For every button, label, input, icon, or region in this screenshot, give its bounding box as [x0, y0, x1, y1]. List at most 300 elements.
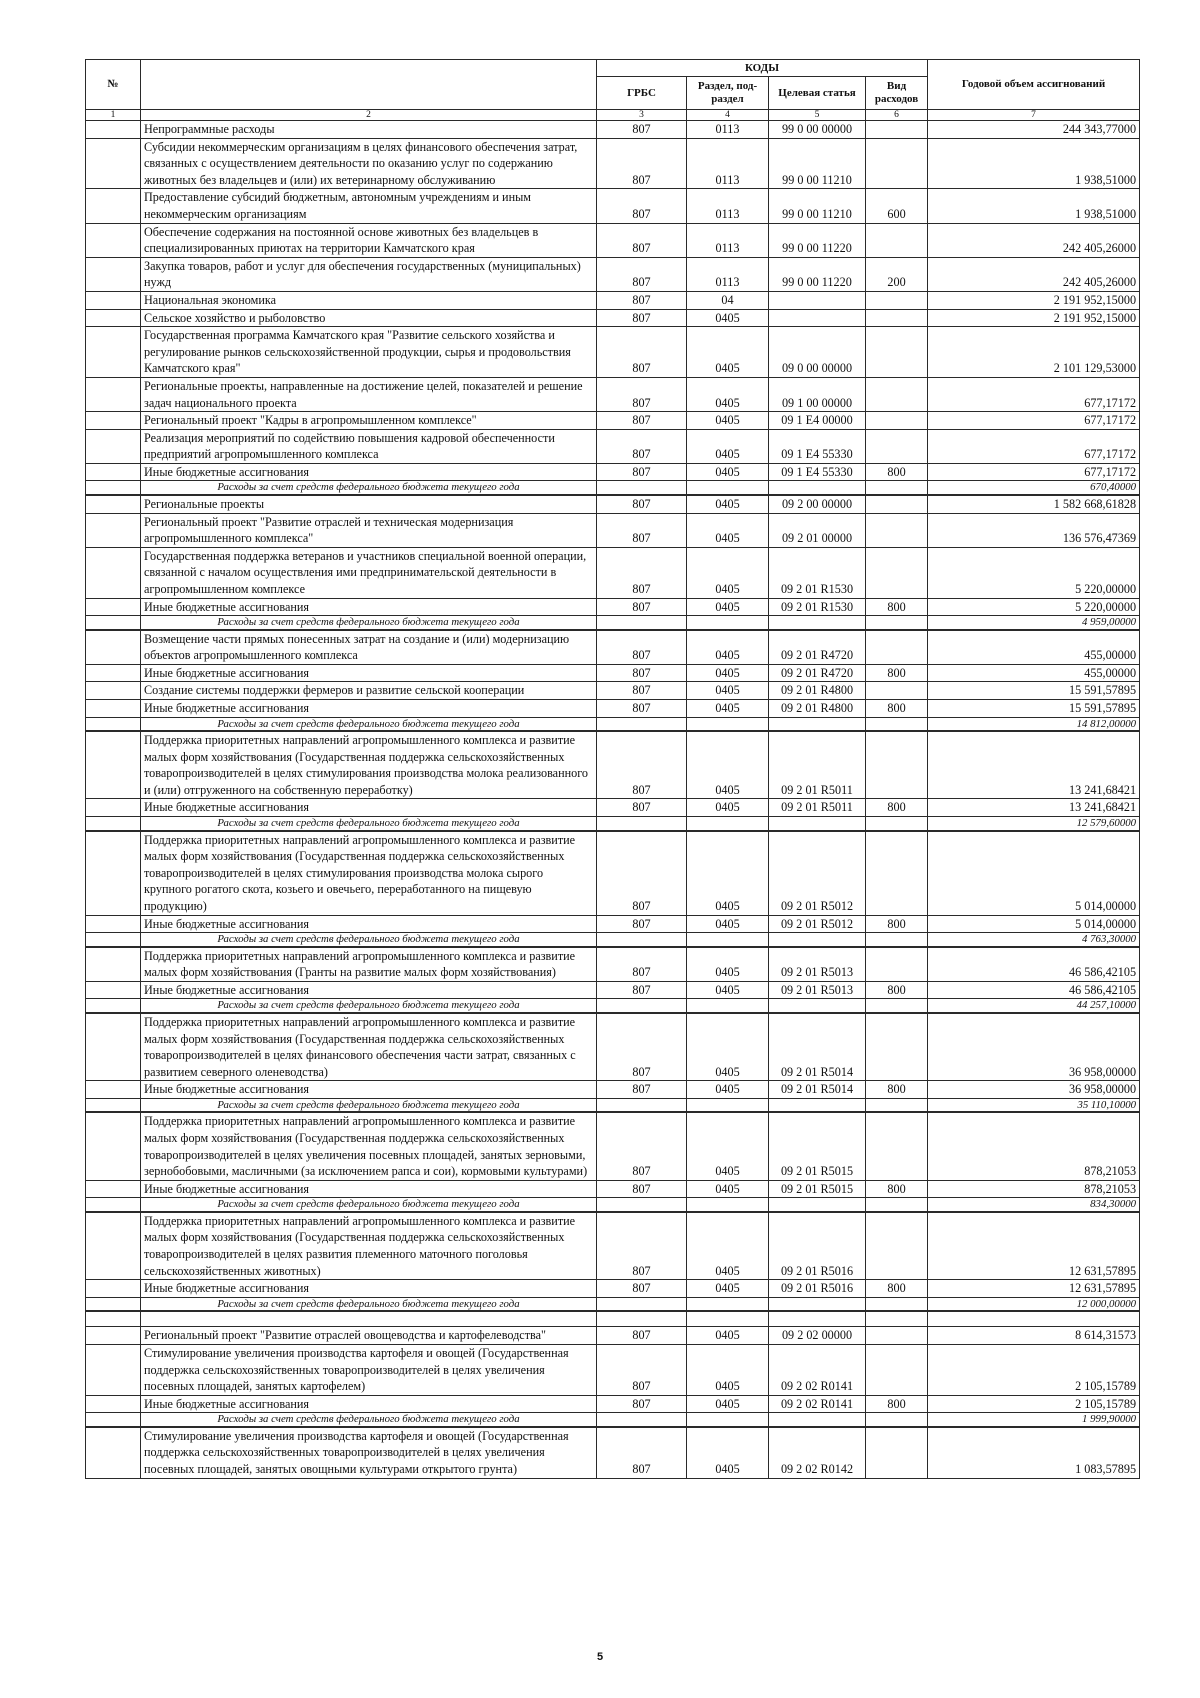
cell-section: 0405 — [687, 1427, 769, 1478]
cell-target — [769, 616, 866, 630]
table-row — [86, 291, 1140, 309]
cell-kind — [866, 731, 928, 799]
cell-section: 0405 — [687, 731, 769, 799]
cell-grbs: 807 — [597, 463, 687, 481]
cell-amount: 670,40000 — [928, 481, 1140, 495]
cell-amount: 834,30000 — [928, 1198, 1140, 1212]
cell-amount: 2 101 129,53000 — [928, 327, 1140, 378]
federal-funds-row — [86, 1413, 1140, 1427]
federal-funds-row — [86, 481, 1140, 495]
cell-grbs: 807 — [597, 138, 687, 189]
cell-number — [86, 189, 141, 223]
cell-name: Расходы за счет средств федерального бюджета текущего года — [141, 933, 597, 947]
header-grbs: ГРБС — [597, 77, 687, 110]
cell-grbs: 807 — [597, 257, 687, 291]
cell-kind — [866, 223, 928, 257]
cell-section: 0405 — [687, 429, 769, 463]
cell-amount: 677,17172 — [928, 377, 1140, 411]
cell-kind — [866, 291, 928, 309]
cell-section — [687, 1413, 769, 1427]
cell-grbs: 807 — [597, 223, 687, 257]
spacer-row — [86, 1311, 1140, 1327]
table-row — [86, 1212, 1140, 1280]
table-row — [86, 981, 1140, 999]
cell-amount: 455,00000 — [928, 630, 1140, 665]
cell-grbs — [597, 1098, 687, 1112]
cell-name: Предоставление субсидий бюджетным, автономным учреждениям и иным некоммерческим организациям — [141, 189, 597, 223]
table-row — [86, 547, 1140, 598]
cell-target: 09 2 01 R5014 — [769, 1013, 866, 1081]
table-row — [86, 630, 1140, 665]
cell-grbs — [597, 717, 687, 731]
cell-amount: 1 938,51000 — [928, 138, 1140, 189]
cell-amount: 2 191 952,15000 — [928, 291, 1140, 309]
cell-name: Расходы за счет средств федерального бюджета текущего года — [141, 999, 597, 1013]
cell-amount: 5 014,00000 — [928, 831, 1140, 915]
cell-section — [687, 616, 769, 630]
cell-number — [86, 630, 141, 665]
cell-kind — [866, 1413, 928, 1427]
cell-kind — [866, 1344, 928, 1395]
cell-kind: 200 — [866, 257, 928, 291]
cell-section: 0405 — [687, 1212, 769, 1280]
cell-amount: 677,17172 — [928, 412, 1140, 430]
cell-target — [769, 999, 866, 1013]
cell-name: Поддержка приоритетных направлений агропромышленного комплекса и развитие малых форм хозяйствования (Государственная поддержка сельскохозяйственных товаропроизводителей в целях финансового обеспечения части затрат, связанных с развитием северного оленеводства) — [141, 1013, 597, 1081]
cell-kind: 800 — [866, 1180, 928, 1198]
cell-number — [86, 1344, 141, 1395]
cell-kind — [866, 717, 928, 731]
cell-amount: 4 959,00000 — [928, 616, 1140, 630]
table-row — [86, 1180, 1140, 1198]
federal-funds-row — [86, 999, 1140, 1013]
cell-number — [86, 799, 141, 817]
cell-kind — [866, 547, 928, 598]
cell-target: 09 2 01 R4800 — [769, 682, 866, 700]
cell-kind: 800 — [866, 981, 928, 999]
cell-amount: 1 582 668,61828 — [928, 495, 1140, 513]
table-body — [86, 121, 1140, 1479]
cell-target — [769, 291, 866, 309]
cell-target: 99 0 00 11220 — [769, 223, 866, 257]
cell-grbs — [597, 817, 687, 831]
cell-number — [86, 915, 141, 933]
cell-target — [769, 1311, 866, 1327]
cell-amount: 2 191 952,15000 — [928, 309, 1140, 327]
header-name — [141, 60, 597, 110]
cell-kind: 800 — [866, 598, 928, 616]
cell-kind — [866, 831, 928, 915]
cell-name — [141, 1311, 597, 1327]
cell-kind — [866, 1098, 928, 1112]
cell-grbs: 807 — [597, 682, 687, 700]
cell-name: Реализация мероприятий по содействию повышения кадровой обеспеченности предприятий агропромышленного комплекса — [141, 429, 597, 463]
cell-name: Поддержка приоритетных направлений агропромышленного комплекса и развитие малых форм хозяйствования (Государственная поддержка сельскохозяйственных товаропроизводителей в целях стимулирования производства молока сырого крупного рогатого скота, козьего и овечьего, переработанного на пищевую продукцию) — [141, 831, 597, 915]
cell-name: Расходы за счет средств федерального бюджета текущего года — [141, 817, 597, 831]
cell-number — [86, 481, 141, 495]
cell-grbs: 807 — [597, 1395, 687, 1413]
cell-name: Иные бюджетные ассигнования — [141, 1081, 597, 1099]
budget-table — [85, 59, 1140, 1479]
cell-target: 09 2 01 R1530 — [769, 598, 866, 616]
cell-target — [769, 481, 866, 495]
cell-kind — [866, 1427, 928, 1478]
cell-amount: 1 083,57895 — [928, 1427, 1140, 1478]
cell-grbs: 807 — [597, 547, 687, 598]
cell-kind — [866, 1198, 928, 1212]
cell-target: 09 2 01 R5015 — [769, 1112, 866, 1180]
cell-number — [86, 731, 141, 799]
cell-number — [86, 463, 141, 481]
cell-number — [86, 513, 141, 547]
cell-kind — [866, 999, 928, 1013]
table-row — [86, 1395, 1140, 1413]
table-row — [86, 915, 1140, 933]
cell-amount: 15 591,57895 — [928, 682, 1140, 700]
cell-section — [687, 1297, 769, 1311]
cell-kind — [866, 138, 928, 189]
cell-name: Иные бюджетные ассигнования — [141, 799, 597, 817]
cell-target — [769, 1297, 866, 1311]
cell-grbs — [597, 1198, 687, 1212]
cell-section: 0405 — [687, 327, 769, 378]
cell-amount: 8 614,31573 — [928, 1327, 1140, 1345]
cell-name: Поддержка приоритетных направлений агропромышленного комплекса и развитие малых форм хозяйствования (Гранты на развитие малых форм хозяйствования) — [141, 947, 597, 982]
cell-kind — [866, 933, 928, 947]
cell-name: Создание системы поддержки фермеров и развитие сельской кооперации — [141, 682, 597, 700]
cell-grbs — [597, 1297, 687, 1311]
cell-section: 0405 — [687, 377, 769, 411]
cell-section: 0405 — [687, 630, 769, 665]
header-target: Целевая статья — [769, 77, 866, 110]
cell-target: 09 2 01 R5014 — [769, 1081, 866, 1099]
cell-name: Иные бюджетные ассигнования — [141, 1395, 597, 1413]
table-row — [86, 1327, 1140, 1345]
cell-grbs: 807 — [597, 1112, 687, 1180]
cell-number — [86, 682, 141, 700]
table-row — [86, 682, 1140, 700]
cell-grbs: 807 — [597, 309, 687, 327]
table-row — [86, 121, 1140, 139]
cell-name: Расходы за счет средств федерального бюджета текущего года — [141, 1297, 597, 1311]
cell-amount: 46 586,42105 — [928, 981, 1140, 999]
cell-kind: 800 — [866, 1081, 928, 1099]
cell-name: Иные бюджетные ассигнования — [141, 981, 597, 999]
cell-kind: 600 — [866, 189, 928, 223]
header-no: № — [86, 60, 141, 110]
cell-grbs — [597, 933, 687, 947]
col-number-5: 5 — [769, 110, 866, 121]
cell-section: 0405 — [687, 831, 769, 915]
cell-name: Национальная экономика — [141, 291, 597, 309]
cell-grbs: 807 — [597, 799, 687, 817]
cell-name: Государственная программа Камчатского края "Развитие сельского хозяйства и регулирование рынков сельскохозяйственной продукции, сырья и продовольствия Камчатского края" — [141, 327, 597, 378]
cell-number — [86, 1327, 141, 1345]
cell-amount: 1 938,51000 — [928, 189, 1140, 223]
cell-amount: 878,21053 — [928, 1180, 1140, 1198]
col-number-7: 7 — [928, 110, 1140, 121]
cell-amount: 5 014,00000 — [928, 915, 1140, 933]
cell-grbs: 807 — [597, 1081, 687, 1099]
cell-name: Стимулирование увеличения производства картофеля и овощей (Государственная поддержка сельскохозяйственных товаропроизводителей в целях увеличения посевных площадей, занятых картофелем) — [141, 1344, 597, 1395]
cell-target: 99 0 00 11210 — [769, 189, 866, 223]
cell-amount: 242 405,26000 — [928, 223, 1140, 257]
header-kind: Вид расходов — [866, 77, 928, 110]
table-header — [86, 60, 1140, 121]
cell-section: 0405 — [687, 1081, 769, 1099]
cell-amount: 455,00000 — [928, 664, 1140, 682]
cell-grbs: 807 — [597, 121, 687, 139]
cell-section — [687, 1198, 769, 1212]
header-codes: КОДЫ — [597, 60, 928, 77]
cell-target: 09 2 01 R5011 — [769, 731, 866, 799]
cell-amount — [928, 1311, 1140, 1327]
cell-target: 09 2 01 R5011 — [769, 799, 866, 817]
cell-target: 09 1 Е4 55330 — [769, 429, 866, 463]
table-row — [86, 495, 1140, 513]
cell-target: 09 2 01 R4720 — [769, 664, 866, 682]
cell-section: 0405 — [687, 412, 769, 430]
cell-amount: 46 586,42105 — [928, 947, 1140, 982]
cell-grbs: 807 — [597, 1327, 687, 1345]
cell-kind: 800 — [866, 463, 928, 481]
cell-section: 0405 — [687, 947, 769, 982]
cell-target: 99 0 00 11210 — [769, 138, 866, 189]
cell-amount: 2 105,15789 — [928, 1395, 1140, 1413]
table-row — [86, 223, 1140, 257]
table-row — [86, 377, 1140, 411]
cell-kind — [866, 412, 928, 430]
cell-kind — [866, 121, 928, 139]
cell-kind — [866, 682, 928, 700]
col-number-1: 1 — [86, 110, 141, 121]
cell-name: Поддержка приоритетных направлений агропромышленного комплекса и развитие малых форм хозяйствования (Государственная поддержка сельскохозяйственных товаропроизводителей в целях развития племенного маточного поголовья сельскохозяйственных животных) — [141, 1212, 597, 1280]
cell-name: Расходы за счет средств федерального бюджета текущего года — [141, 481, 597, 495]
cell-amount: 136 576,47369 — [928, 513, 1140, 547]
col-number-4: 4 — [687, 110, 769, 121]
cell-grbs: 807 — [597, 731, 687, 799]
cell-section: 0113 — [687, 189, 769, 223]
cell-section: 0405 — [687, 915, 769, 933]
cell-kind — [866, 616, 928, 630]
cell-number — [86, 309, 141, 327]
cell-kind — [866, 429, 928, 463]
cell-amount: 14 812,00000 — [928, 717, 1140, 731]
cell-grbs: 807 — [597, 1344, 687, 1395]
table-row — [86, 799, 1140, 817]
cell-target: 09 2 01 R4800 — [769, 700, 866, 718]
cell-grbs: 807 — [597, 412, 687, 430]
cell-section: 0405 — [687, 1395, 769, 1413]
cell-amount: 1 999,90000 — [928, 1413, 1140, 1427]
cell-section — [687, 481, 769, 495]
cell-number — [86, 1013, 141, 1081]
cell-target — [769, 817, 866, 831]
cell-amount: 5 220,00000 — [928, 598, 1140, 616]
cell-target: 99 0 00 00000 — [769, 121, 866, 139]
cell-number — [86, 616, 141, 630]
cell-target: 09 2 02 R0141 — [769, 1344, 866, 1395]
cell-target: 09 2 01 00000 — [769, 513, 866, 547]
cell-kind: 800 — [866, 915, 928, 933]
table-row — [86, 1013, 1140, 1081]
cell-section: 0405 — [687, 309, 769, 327]
cell-kind: 800 — [866, 1280, 928, 1298]
cell-name: Возмещение части прямых понесенных затрат на создание и (или) модернизацию объектов агропромышленного комплекса — [141, 630, 597, 665]
cell-section: 0405 — [687, 664, 769, 682]
cell-section: 04 — [687, 291, 769, 309]
cell-section: 0405 — [687, 495, 769, 513]
cell-grbs: 807 — [597, 291, 687, 309]
cell-kind — [866, 1013, 928, 1081]
cell-target: 09 2 01 R5016 — [769, 1280, 866, 1298]
cell-target — [769, 1098, 866, 1112]
table-row — [86, 309, 1140, 327]
cell-grbs — [597, 1413, 687, 1427]
federal-funds-row — [86, 817, 1140, 831]
cell-amount: 5 220,00000 — [928, 547, 1140, 598]
cell-number — [86, 1395, 141, 1413]
col-number-6: 6 — [866, 110, 928, 121]
cell-target — [769, 1198, 866, 1212]
page-number: 5 — [596, 1651, 604, 1663]
cell-name: Стимулирование увеличения производства картофеля и овощей (Государственная поддержка сельскохозяйственных товаропроизводителей в целях увеличения посевных площадей, занятых овощными культурами открытого грунта) — [141, 1427, 597, 1478]
cell-amount: 15 591,57895 — [928, 700, 1140, 718]
cell-name: Иные бюджетные ассигнования — [141, 915, 597, 933]
cell-grbs: 807 — [597, 429, 687, 463]
cell-name: Иные бюджетные ассигнования — [141, 1180, 597, 1198]
cell-kind — [866, 1297, 928, 1311]
table-row — [86, 463, 1140, 481]
col-number-3: 3 — [597, 110, 687, 121]
cell-kind — [866, 1311, 928, 1327]
cell-kind — [866, 377, 928, 411]
cell-name: Расходы за счет средств федерального бюджета текущего года — [141, 1198, 597, 1212]
cell-target — [769, 933, 866, 947]
cell-name: Региональные проекты, направленные на достижение целей, показателей и решение задач национального проекта — [141, 377, 597, 411]
cell-amount: 242 405,26000 — [928, 257, 1140, 291]
cell-name: Субсидии некоммерческим организациям в целях финансового обеспечения затрат, связанных с осуществлением деятельности по оказанию услуг по содержанию животных без владельцев и (или) их ветеринарному обслуживанию — [141, 138, 597, 189]
cell-target: 09 2 01 R5012 — [769, 831, 866, 915]
cell-section: 0405 — [687, 1280, 769, 1298]
cell-name: Поддержка приоритетных направлений агропромышленного комплекса и развитие малых форм хозяйствования (Государственная поддержка сельскохозяйственных товаропроизводителей в целях увеличения посевных площадей, занятых зерновыми, зернобобовыми, масличными (за исключением рапса и сои), кормовыми культурами) — [141, 1112, 597, 1180]
cell-number — [86, 664, 141, 682]
cell-kind: 800 — [866, 1395, 928, 1413]
table-row — [86, 831, 1140, 915]
cell-target: 09 2 01 R4720 — [769, 630, 866, 665]
cell-section: 0113 — [687, 257, 769, 291]
cell-section — [687, 817, 769, 831]
cell-kind — [866, 947, 928, 982]
cell-target — [769, 309, 866, 327]
cell-amount: 36 958,00000 — [928, 1081, 1140, 1099]
cell-grbs: 807 — [597, 1013, 687, 1081]
cell-number — [86, 1198, 141, 1212]
cell-amount: 244 343,77000 — [928, 121, 1140, 139]
cell-number — [86, 291, 141, 309]
cell-grbs: 807 — [597, 947, 687, 982]
cell-name: Иные бюджетные ассигнования — [141, 463, 597, 481]
cell-number — [86, 377, 141, 411]
cell-grbs: 807 — [597, 495, 687, 513]
cell-name: Иные бюджетные ассигнования — [141, 598, 597, 616]
cell-amount: 4 763,30000 — [928, 933, 1140, 947]
cell-grbs: 807 — [597, 189, 687, 223]
cell-target: 09 1 Е4 55330 — [769, 463, 866, 481]
table-row — [86, 731, 1140, 799]
table-row — [86, 513, 1140, 547]
budget-sheet — [85, 59, 1139, 1479]
federal-funds-row — [86, 1297, 1140, 1311]
cell-section: 0405 — [687, 682, 769, 700]
table-row — [86, 138, 1140, 189]
cell-kind — [866, 495, 928, 513]
cell-number — [86, 947, 141, 982]
cell-section: 0405 — [687, 1327, 769, 1345]
cell-number — [86, 138, 141, 189]
cell-number — [86, 700, 141, 718]
cell-kind — [866, 1212, 928, 1280]
table-row — [86, 1280, 1140, 1298]
cell-grbs: 807 — [597, 630, 687, 665]
cell-amount: 12 631,57895 — [928, 1280, 1140, 1298]
cell-name: Обеспечение содержания на постоянной основе животных без владельцев в специализированных приютах на территории Камчатского края — [141, 223, 597, 257]
cell-number — [86, 1180, 141, 1198]
cell-grbs — [597, 999, 687, 1013]
federal-funds-row — [86, 933, 1140, 947]
cell-target: 09 2 02 00000 — [769, 1327, 866, 1345]
cell-section: 0405 — [687, 1013, 769, 1081]
cell-grbs: 807 — [597, 1280, 687, 1298]
table-row — [86, 700, 1140, 718]
federal-funds-row — [86, 1198, 1140, 1212]
cell-number — [86, 1112, 141, 1180]
cell-grbs: 807 — [597, 981, 687, 999]
cell-number — [86, 429, 141, 463]
cell-name: Поддержка приоритетных направлений агропромышленного комплекса и развитие малых форм хозяйствования (Государственная поддержка сельскохозяйственных товаропроизводителей в целях стимулирования производства молока реализованного и (или) отгруженного на собственную переработку) — [141, 731, 597, 799]
cell-amount: 2 105,15789 — [928, 1344, 1140, 1395]
table-row — [86, 1427, 1140, 1478]
cell-kind: 800 — [866, 799, 928, 817]
table-row — [86, 1081, 1140, 1099]
cell-section: 0113 — [687, 223, 769, 257]
cell-name: Региональные проекты — [141, 495, 597, 513]
cell-section: 0405 — [687, 981, 769, 999]
cell-kind — [866, 1112, 928, 1180]
cell-target: 09 2 02 R0142 — [769, 1427, 866, 1478]
cell-grbs: 807 — [597, 1180, 687, 1198]
cell-number — [86, 495, 141, 513]
cell-target: 09 2 01 R5012 — [769, 915, 866, 933]
table-row — [86, 189, 1140, 223]
cell-kind — [866, 327, 928, 378]
cell-name: Региональный проект "Кадры в агропромышленном комплексе" — [141, 412, 597, 430]
cell-grbs: 807 — [597, 598, 687, 616]
cell-section — [687, 717, 769, 731]
cell-target: 09 2 00 00000 — [769, 495, 866, 513]
cell-number — [86, 598, 141, 616]
cell-section: 0405 — [687, 799, 769, 817]
header-column-numbers — [86, 110, 1140, 121]
cell-target: 09 2 02 R0141 — [769, 1395, 866, 1413]
table-row — [86, 947, 1140, 982]
cell-amount: 12 579,60000 — [928, 817, 1140, 831]
table-row — [86, 412, 1140, 430]
cell-name: Сельское хозяйство и рыболовство — [141, 309, 597, 327]
col-number-2: 2 — [141, 110, 597, 121]
cell-grbs: 807 — [597, 513, 687, 547]
cell-grbs: 807 — [597, 831, 687, 915]
